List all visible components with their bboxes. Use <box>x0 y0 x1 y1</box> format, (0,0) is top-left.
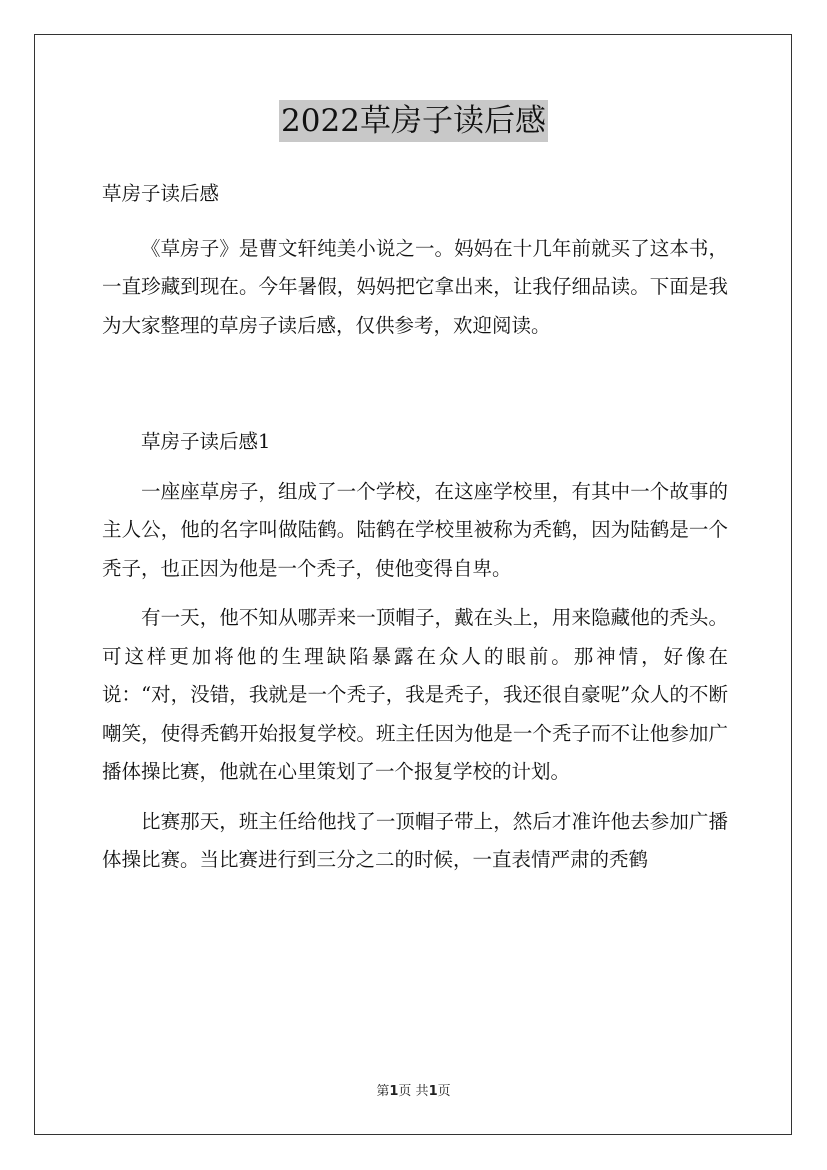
footer-prefix: 第 <box>376 1084 390 1099</box>
footer-page-number: 1 <box>389 1084 399 1099</box>
body-paragraph: 比赛那天，班主任给他找了一顶帽子带上，然后才准许他去参加广播体操比赛。当比赛进行到三分之二的时候，一直表情严肃的秃鹤 <box>102 809 728 871</box>
document-body <box>102 175 728 880</box>
body-paragraph: 有一天，他不知从哪弄来一顶帽子，戴在头上，用来隐藏他的秃头。可这样更加将他的生理缺陷暴露在众人的眼前。那神情，好像在说：“对，没错，我就是一个秃子，我是秃子，我还很自豪呢”众人的不断嘲笑，使得秃鹤开始报复学校。班主任因为他是一个秃子而不让他参加广播体操比赛，他就在心里策划了一个报复学校的计划。 <box>102 606 728 783</box>
document-title: 2022草房子读后感 <box>279 100 548 142</box>
section-heading-1: 草房子读后感1 <box>141 430 271 453</box>
page-footer <box>0 1083 827 1101</box>
footer-suffix: 页 <box>437 1084 451 1099</box>
document-title-wrapper <box>0 100 827 142</box>
footer-total-pages: 1 <box>428 1084 438 1099</box>
footer-mid: 页 共 <box>398 1084 429 1099</box>
document-subtitle: 草房子读后感 <box>102 182 220 205</box>
body-paragraph: 一座座草房子，组成了一个学校，在这座学校里，有其中一个故事的主人公，他的名字叫做陆鹤。陆鹤在学校里被称为秃鹤，因为陆鹤是一个秃子，也正因为他是一个秃子，使他变得自卑。 <box>102 479 728 580</box>
intro-paragraph: 《草房子》是曹文轩纯美小说之一。妈妈在十几年前就买了这本书，一直珍藏到现在。今年暑假，妈妈把它拿出来，让我仔细品读。下面是我为大家整理的草房子读后感，仅供参考，欢迎阅读。 <box>102 236 728 337</box>
